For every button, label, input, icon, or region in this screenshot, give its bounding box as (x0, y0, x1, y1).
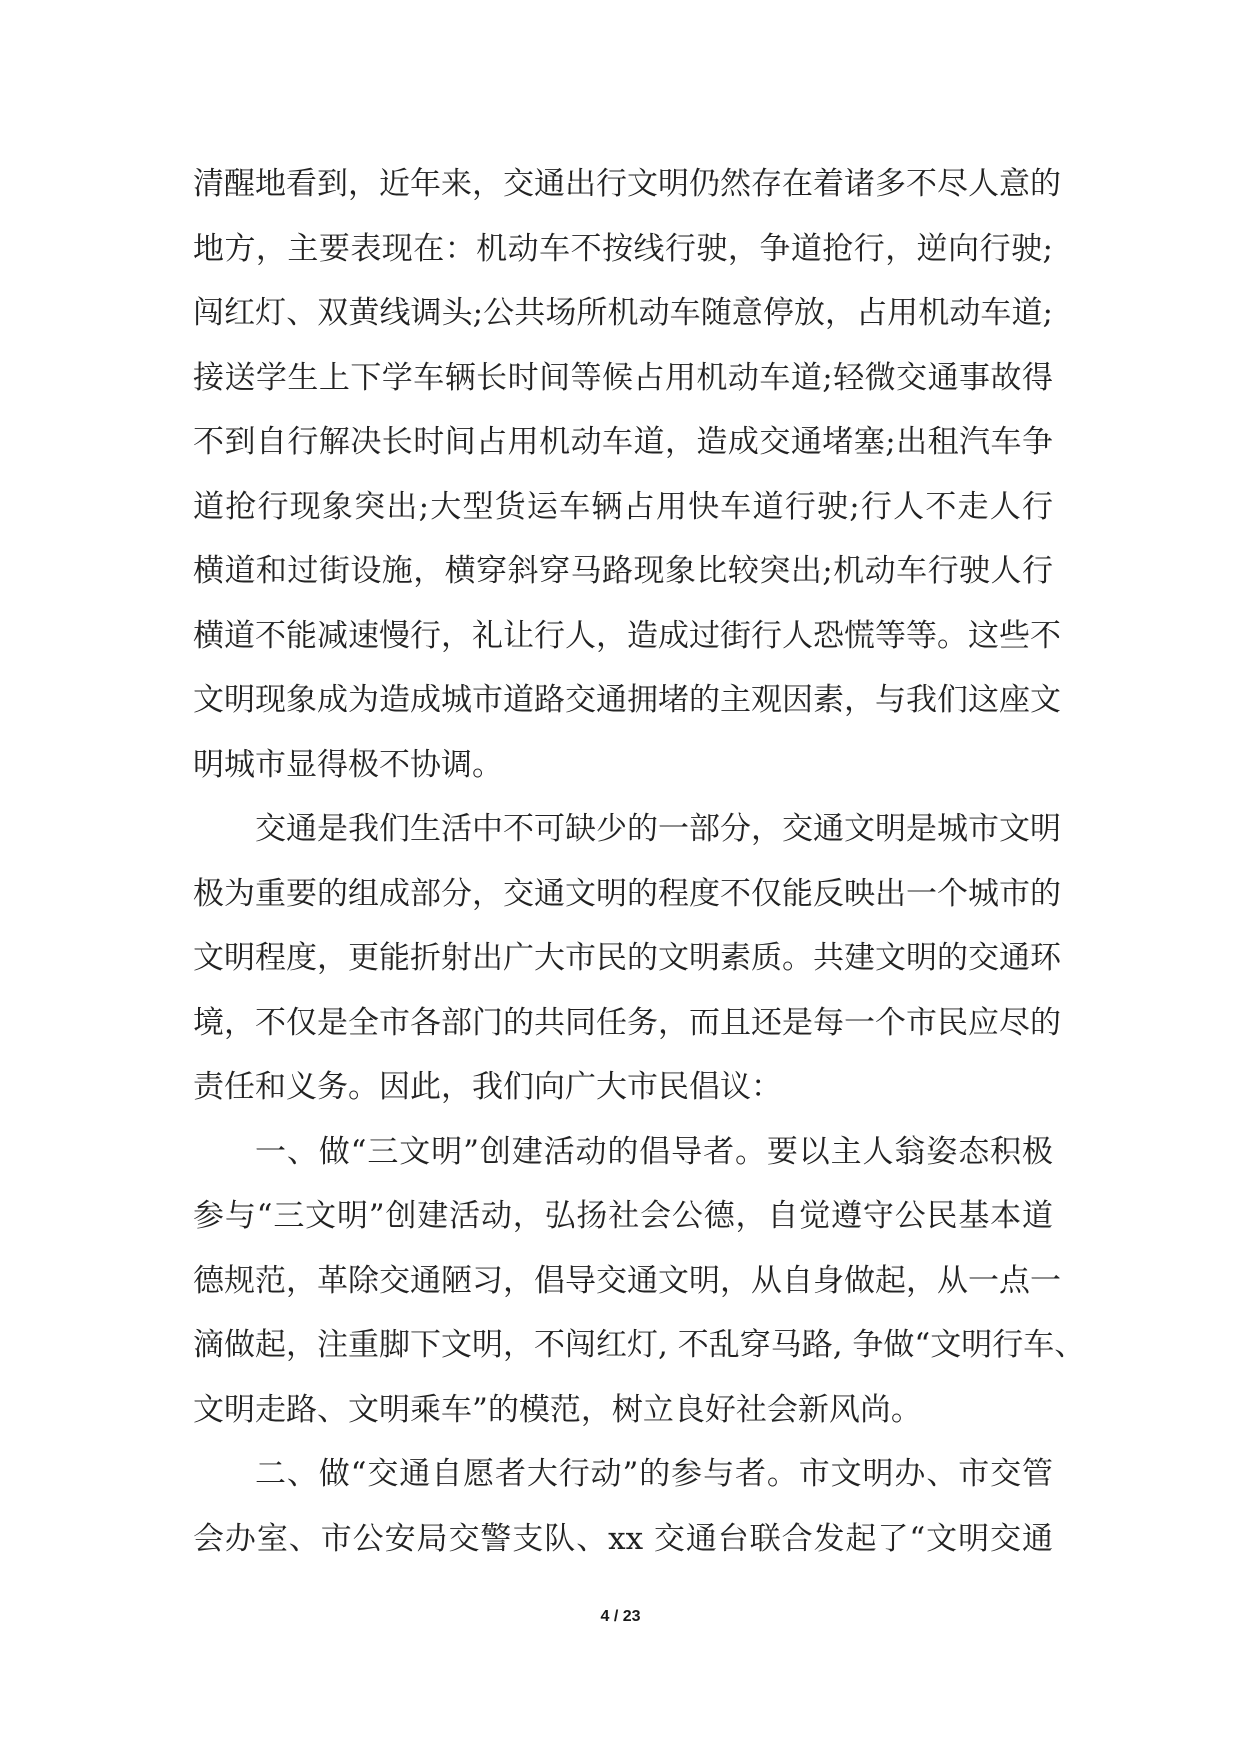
text-line: 滴做起，注重脚下文明，不闯红灯, 不乱穿马路, 争做“文明行车、 (193, 1327, 1086, 1363)
text-line: 文明程度，更能折射出广大市民的文明素质。共建文明的交通环 (193, 940, 1061, 976)
text-line: 极为重要的组成部分，交通文明的程度不仅能反映出一个城市的 (193, 875, 1061, 912)
text-line: 文明走路、文明乘车”的模范，树立良好社会新风尚。 (193, 1391, 922, 1428)
text-line: 地方，主要表现在：机动车不按线行驶，争道抢行，逆向行驶; (193, 230, 1053, 267)
text-line: 责任和义务。因此，我们向广大市民倡议： (193, 1069, 782, 1105)
text-line: 文明现象成为造成城市道路交通拥堵的主观因素，与我们这座文 (193, 682, 1061, 718)
text-line: 参与“三文明”创建活动，弘扬社会公德，自觉遵守公民基本道 (193, 1198, 1053, 1234)
text-line: 境，不仅是全市各部门的共同任务，而且还是每一个市民应尽的 (193, 1004, 1061, 1041)
text-line: 闯红灯、双黄线调头;公共场所机动车随意停放，占用机动车道; (193, 295, 1053, 331)
text-line: 道抢行现象突出;大型货运车辆占用快车道行驶;行人不走人行 (193, 488, 1053, 525)
text-line: 交通是我们生活中不可缺少的一部分，交通文明是城市文明 (255, 811, 1061, 847)
text-line: 接送学生上下学车辆长时间等候占用机动车道;轻微交通事故得 (193, 359, 1053, 396)
text-line: 不到自行解决长时间占用机动车道，造成交通堵塞;出租汽车争 (193, 424, 1053, 460)
text-line: 明城市显得极不协调。 (193, 746, 503, 783)
document-body (193, 152, 1086, 1571)
text-line: 二、做“交通自愿者大行动”的参与者。市文明办、市交管 (255, 1456, 1053, 1492)
page-number: 4 / 23 (600, 1608, 641, 1625)
text-line: 清醒地看到，近年来，交通出行文明仍然存在着诸多不尽人意的 (193, 166, 1061, 202)
text-line: 会办室、市公安局交警支队、xx 交通台联合发起了“文明交通 (193, 1520, 1053, 1557)
text-line: 横道不能减速慢行，礼让行人，造成过街行人恐慌等等。这些不 (193, 617, 1061, 654)
text-line: 德规范，革除交通陋习，倡导交通文明，从自身做起，从一点一 (193, 1262, 1061, 1299)
text-line: 一、做“三文明”创建活动的倡导者。要以主人翁姿态积极 (255, 1133, 1053, 1170)
text-line: 横道和过街设施，横穿斜穿马路现象比较突出;机动车行驶人行 (193, 553, 1053, 589)
